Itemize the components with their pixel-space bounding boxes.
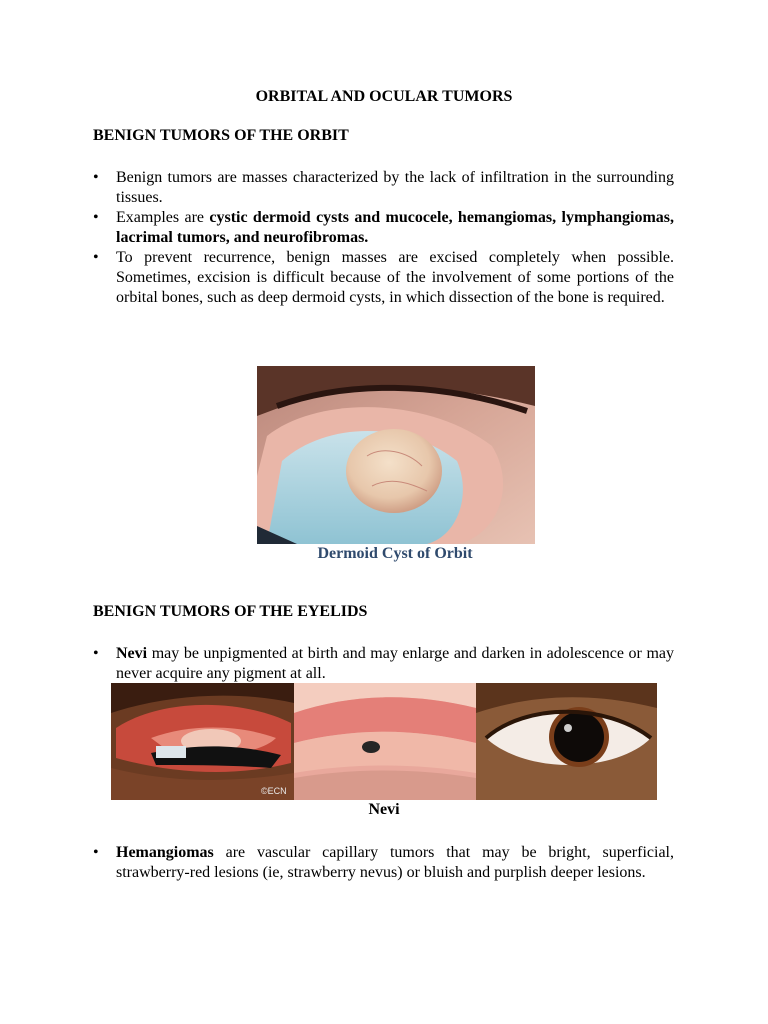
hemangioma-bullet-list bbox=[93, 843, 674, 883]
bullet-hemangiomas bbox=[93, 843, 674, 883]
bullet-text: Examples are bbox=[116, 209, 210, 226]
orbit-bullet-list bbox=[93, 168, 674, 308]
bullet-text: To prevent recurrence, benign masses are excised completely when possible. Sometimes, excision is difficult because of the involvement of some portions of the orbital bones, such as deep dermoid cysts, in which dissection of the bone is required. bbox=[116, 249, 674, 306]
bullet-bold-text: Hemangiomas bbox=[116, 844, 214, 861]
bullet-examples bbox=[93, 208, 674, 248]
bullet-excision bbox=[93, 248, 674, 308]
bullet-benign-definition bbox=[93, 168, 674, 208]
dermoid-cyst-caption: Dermoid Cyst of Orbit bbox=[317, 545, 473, 562]
nevi-photo-2 bbox=[294, 683, 476, 800]
section-heading-orbit: BENIGN TUMORS OF THE ORBIT bbox=[93, 127, 349, 144]
bullet-text: are vascular capillary tumors that may be bright, superficial, strawberry-red lesions (ie, strawberry nevus) or bluish and purplish deeper lesions. bbox=[116, 844, 674, 881]
bullet-text: Benign tumors are masses characterized by the lack of infiltration in the surrounding tissues. bbox=[116, 169, 674, 206]
nevi-photo-1 bbox=[111, 683, 294, 800]
bullet-bold-text: cystic dermoid cysts and mucocele, hemangiomas, lymphangiomas, lacrimal tumors, and neurofibromas. bbox=[116, 209, 674, 246]
dermoid-cyst-photo bbox=[257, 366, 535, 544]
page-title: ORBITAL AND OCULAR TUMORS bbox=[255, 88, 513, 105]
bullet-bold-text: Nevi bbox=[116, 645, 148, 662]
bullet-nevi bbox=[93, 644, 674, 684]
bullet-text: may be unpigmented at birth and may enlarge and darken in adolescence or may never acquire any pigment at all. bbox=[116, 645, 674, 682]
nevi-caption: Nevi bbox=[368, 801, 400, 818]
photo-watermark: ©ECN bbox=[261, 786, 287, 796]
nevi-bullet-list bbox=[93, 644, 674, 684]
nevi-photo-3 bbox=[476, 683, 657, 800]
section-heading-eyelids: BENIGN TUMORS OF THE EYELIDS bbox=[93, 603, 368, 620]
